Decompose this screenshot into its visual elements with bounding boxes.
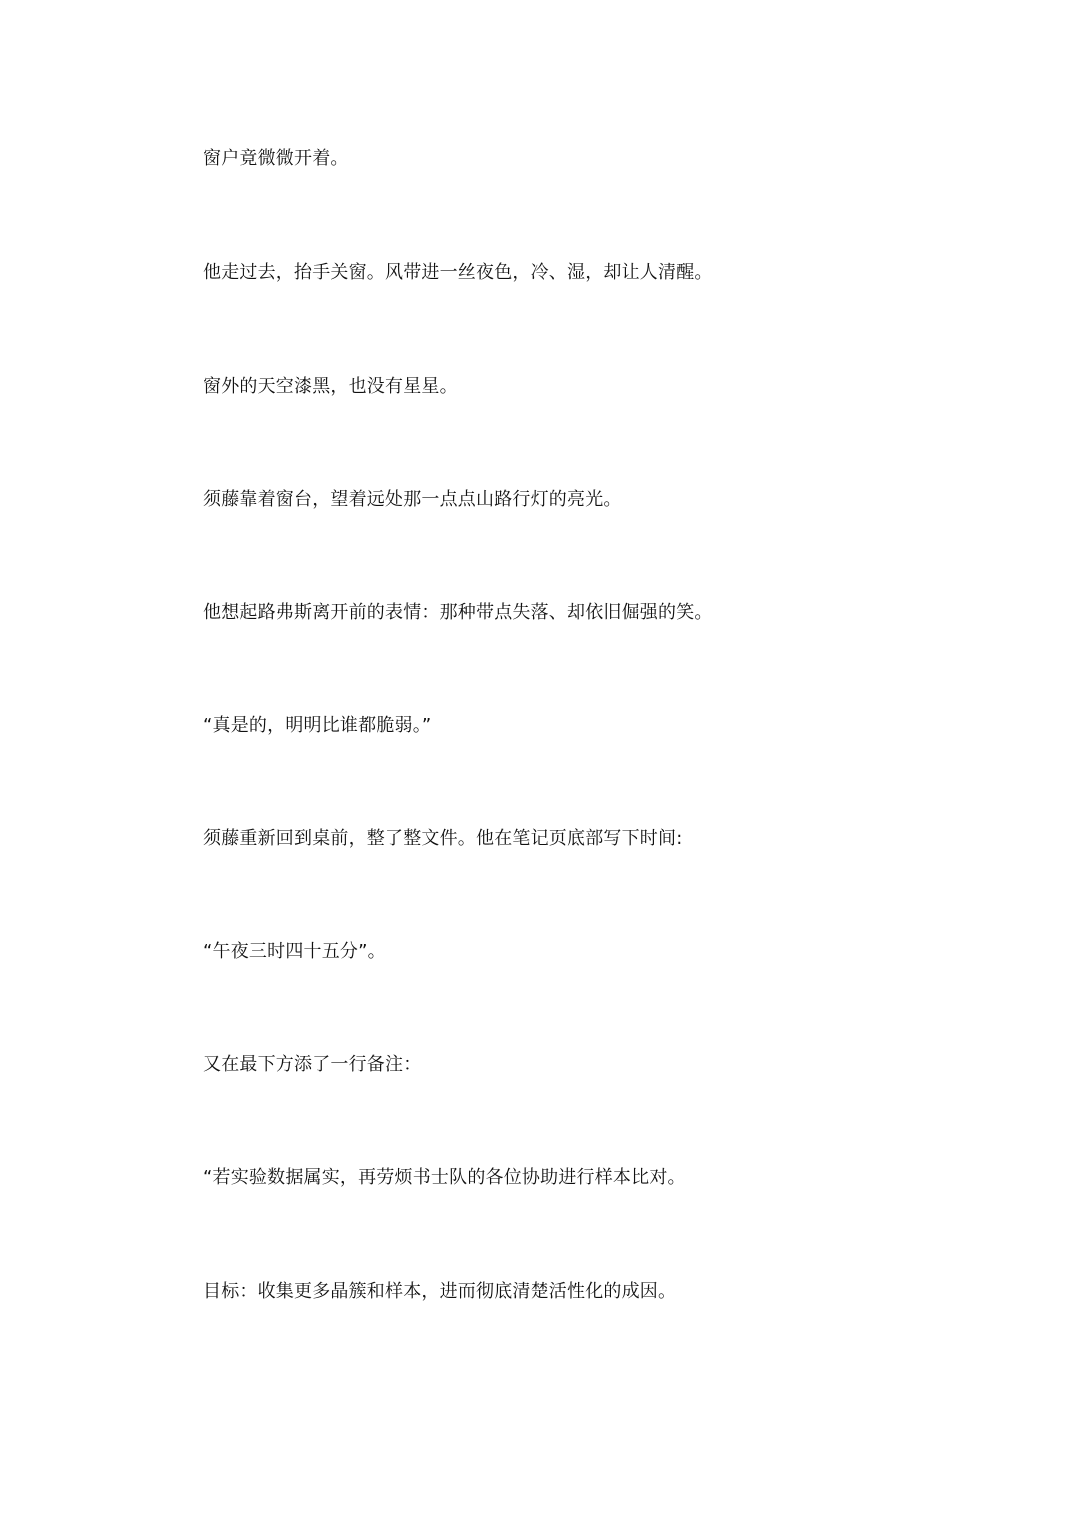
paragraph-6: “真是的，明明比谁都脆弱。”	[203, 715, 432, 736]
paragraph-11: 目标：收集更多晶簇和样本，进而彻底清楚活性化的成因。	[203, 1281, 677, 1302]
paragraph-3: 窗外的天空漆黑，也没有星星。	[203, 376, 458, 397]
paragraph-1: 窗户竟微微开着。	[203, 148, 349, 169]
paragraph-4: 须藤靠着窗台，望着远处那一点点山路行灯的亮光。	[203, 489, 622, 510]
paragraph-8: “午夜三时四十五分”。	[203, 941, 386, 962]
paragraph-10: “若实验数据属实，再劳烦书士队的各位协助进行样本比对。	[203, 1167, 686, 1188]
paragraph-7: 须藤重新回到桌前，整了整文件。他在笔记页底部写下时间:	[203, 828, 683, 849]
paragraph-2: 他走过去，抬手关窗。风带进一丝夜色，冷、湿，却让人清醒。	[203, 262, 713, 283]
paragraph-9: 又在最下方添了一行备注：	[203, 1054, 422, 1075]
paragraph-5: 他想起路弗斯离开前的表情：那种带点失落、却依旧倔强的笑。	[203, 602, 713, 623]
